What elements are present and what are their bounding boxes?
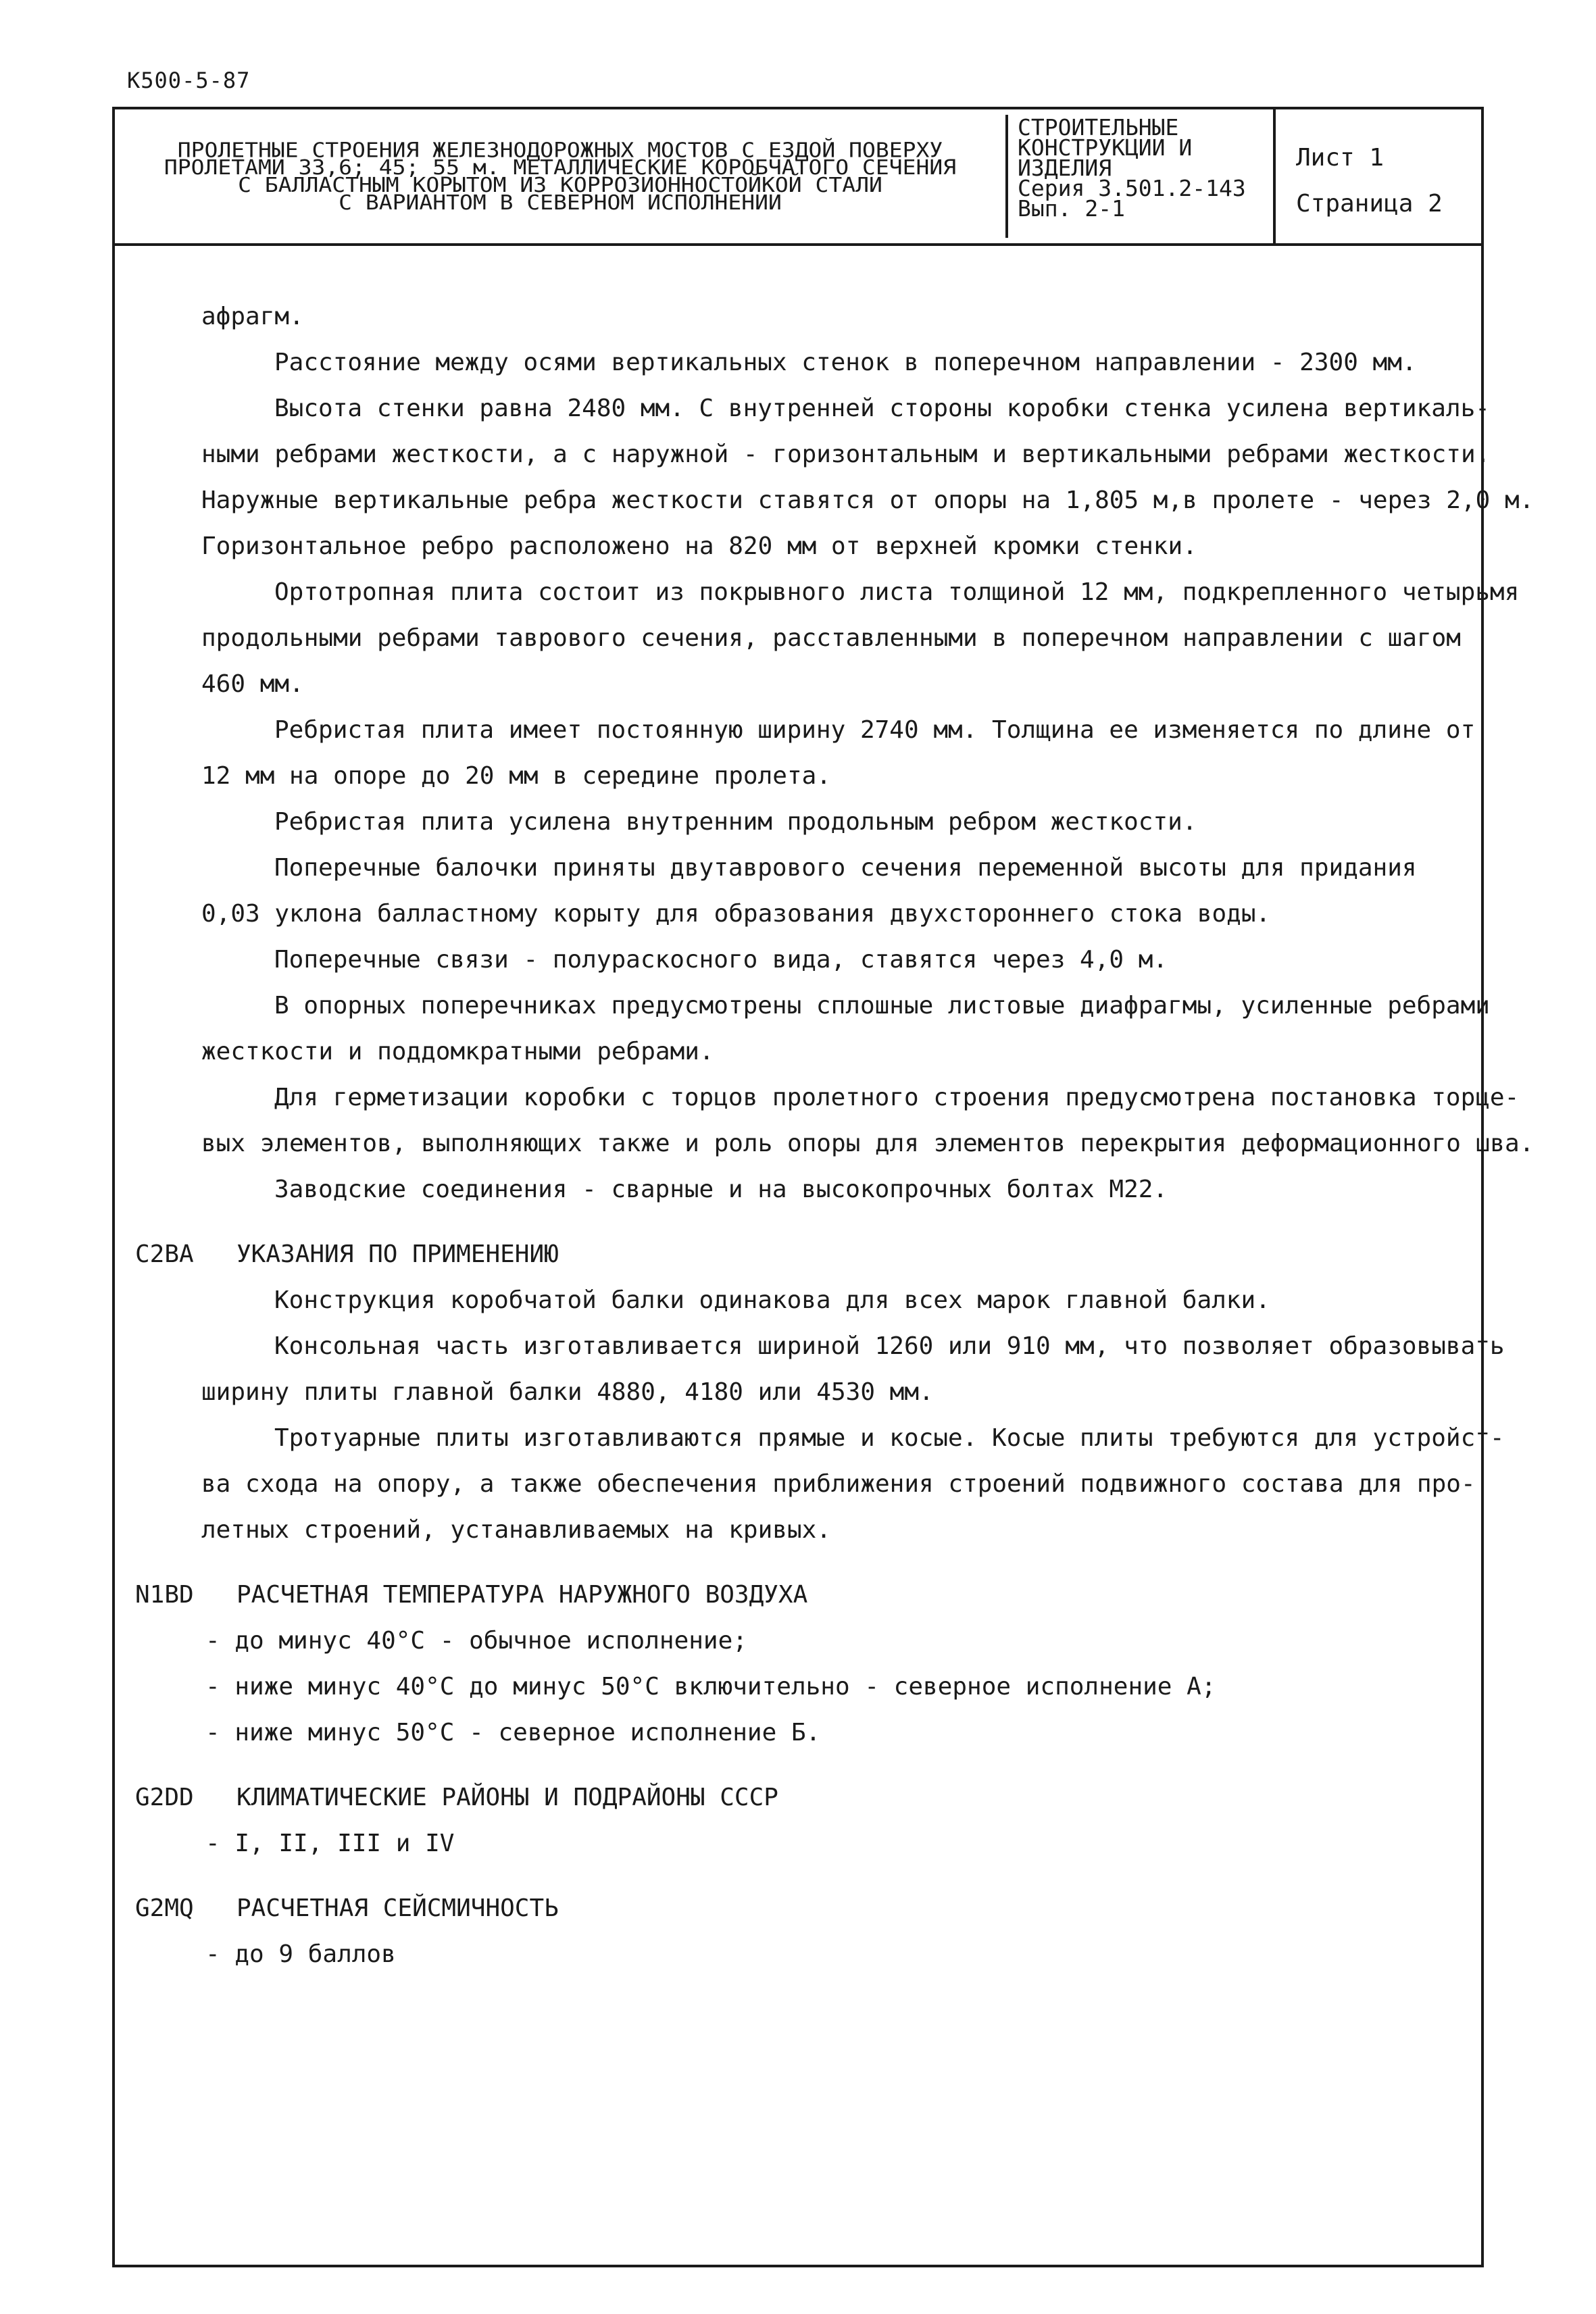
category-line: СТРОИТЕЛЬНЫЕ <box>1018 114 1179 141</box>
paragraph-line: Расстояние между осями вертикальных стенок в поперечном направлении - 2300 мм. <box>274 349 1417 376</box>
paragraph-line: Заводские соединения - сварные и на высокопрочных болтах М22. <box>274 1176 1168 1203</box>
category-line: КОНСТРУКЦИИ И <box>1018 134 1193 161</box>
section-title: КЛИМАТИЧЕСКИЕ РАЙОНЫ И ПОДРАЙОНЫ СССР <box>236 1784 778 1811</box>
paragraph-line: Ортотропная плита состоит из покрывного листа толщиной 12 мм, подкрепленного четырьмя <box>274 578 1520 606</box>
sheet-number: Лист 1 <box>1296 144 1385 172</box>
series-number: Серия 3.501.2-143 <box>1018 175 1246 201</box>
paragraph-line: вых элементов, выполняющих также и роль опоры для элементов перекрытия деформационного шва. <box>201 1130 1535 1157</box>
paragraph-line: 0,03 уклона балластному корыту для образования двухстороннего стока воды. <box>201 900 1271 928</box>
title-line: ПРОЛЕТНЫЕ СТРОЕНИЯ ЖЕЛЕЗНОДОРОЖНЫХ МОСТОВ С ЕЗДОЙ ПОВЕРХУ <box>177 137 943 162</box>
paragraph-line: Ребристая плита усилена внутренним продольным ребром жесткости. <box>274 808 1197 836</box>
section-code: C2BA <box>135 1240 194 1268</box>
list-item: - до минус 40°С - обычное исполнение; <box>205 1627 747 1655</box>
paragraph-line: Тротуарные плиты изготавливаются прямые и косые. Косые плиты требуются для устройст- <box>274 1424 1505 1452</box>
title-block-sheet <box>1276 109 1481 243</box>
section-title: РАСЧЕТНАЯ СЕЙСМИЧНОСТЬ <box>236 1894 559 1922</box>
title-line: С БАЛЛАСТНЫМ КОРЫТОМ ИЗ КОРРОЗИОННОСТОЙКОЙ СТАЛИ <box>238 172 882 197</box>
list-item: - ниже минус 50°С - северное исполнение Б. <box>205 1719 821 1746</box>
title-block-title <box>115 115 1008 238</box>
title-block <box>115 109 1481 246</box>
document-code: К500-5-87 <box>127 68 251 93</box>
title-line: С ВАРИАНТОМ В СЕВЕРНОМ ИСПОЛНЕНИИ <box>339 190 782 215</box>
section-code: N1BD <box>135 1581 194 1609</box>
section-code: G2DD <box>135 1784 194 1811</box>
paragraph-line: Для герметизации коробки с торцов пролетного строения предусмотрена постановка торце- <box>274 1084 1520 1111</box>
paragraph-line: афрагм. <box>201 303 304 330</box>
paragraph-line: Ребристая плита имеет постоянную ширину 2740 мм. Толщина ее изменяется по длине от <box>274 716 1476 744</box>
category-line: ИЗДЕЛИЯ <box>1018 155 1112 181</box>
list-item: - ниже минус 40°С до минус 50°С включительно - северное исполнение А; <box>205 1673 1216 1701</box>
title-block-series <box>1008 109 1276 243</box>
paragraph-line: В опорных поперечниках предусмотрены сплошные листовые диафрагмы, усиленные ребрами <box>274 992 1490 1020</box>
paragraph-line: ширину плиты главной балки 4880, 4180 или 4530 мм. <box>201 1378 934 1406</box>
paragraph-line: 12 мм на опоре до 20 мм в середине пролета. <box>201 762 831 790</box>
page-number: Страница 2 <box>1296 190 1443 218</box>
section-code: G2MQ <box>135 1894 194 1922</box>
paragraph-line: продольными ребрами таврового сечения, расставленными в поперечном направлении с шагом <box>201 624 1461 652</box>
list-item: - I, II, III и IV <box>205 1830 455 1857</box>
drawing-frame <box>112 107 1535 2267</box>
title-line: ПРОЛЕТАМИ 33,6; 45; 55 м. МЕТАЛЛИЧЕСКИЕ КОРОБЧАТОГО СЕЧЕНИЯ <box>164 155 957 180</box>
paragraph-line: жесткости и поддомкратными ребрами. <box>201 1038 714 1065</box>
paragraph-line: Конструкция коробчатой балки одинакова для всех марок главной балки. <box>274 1286 1270 1314</box>
paragraph-line: Поперечные балочки приняты двутаврового сечения переменной высоты для придания <box>274 854 1417 882</box>
paragraph-line: летных строений, устанавливаемых на кривых. <box>201 1516 831 1544</box>
section-title: РАСЧЕТНАЯ ТЕМПЕРАТУРА НАРУЖНОГО ВОЗДУХА <box>236 1581 808 1609</box>
paragraph-line: ва схода на опору, а также обеспечения приближения строений подвижного состава для про- <box>201 1470 1476 1498</box>
paragraph-line: ными ребрами жесткости, а с наружной - горизонтальным и вертикальными ребрами жесткости. <box>201 441 1491 468</box>
paragraph-line: 460 мм. <box>201 670 304 698</box>
issue-number: Вып. 2-1 <box>1018 195 1125 222</box>
section-title: УКАЗАНИЯ ПО ПРИМЕНЕНИЮ <box>236 1240 559 1268</box>
list-item: - до 9 баллов <box>205 1940 396 1968</box>
paragraph-line: Высота стенки равна 2480 мм. С внутренней стороны коробки стенка усилена вертикаль- <box>274 395 1490 422</box>
paragraph-line: Консольная часть изготавливается шириной 1260 или 910 мм, что позволяет образовывать <box>274 1332 1505 1360</box>
paragraph-line: Поперечные связи - полураскосного вида, ставятся через 4,0 м. <box>274 946 1168 974</box>
paragraph-line: Наружные вертикальные ребра жесткости ставятся от опоры на 1,805 м,в пролете - через 2,0 м. <box>201 486 1535 514</box>
paragraph-line: Горизонтальное ребро расположено на 820 мм от верхней кромки стенки. <box>201 532 1197 560</box>
